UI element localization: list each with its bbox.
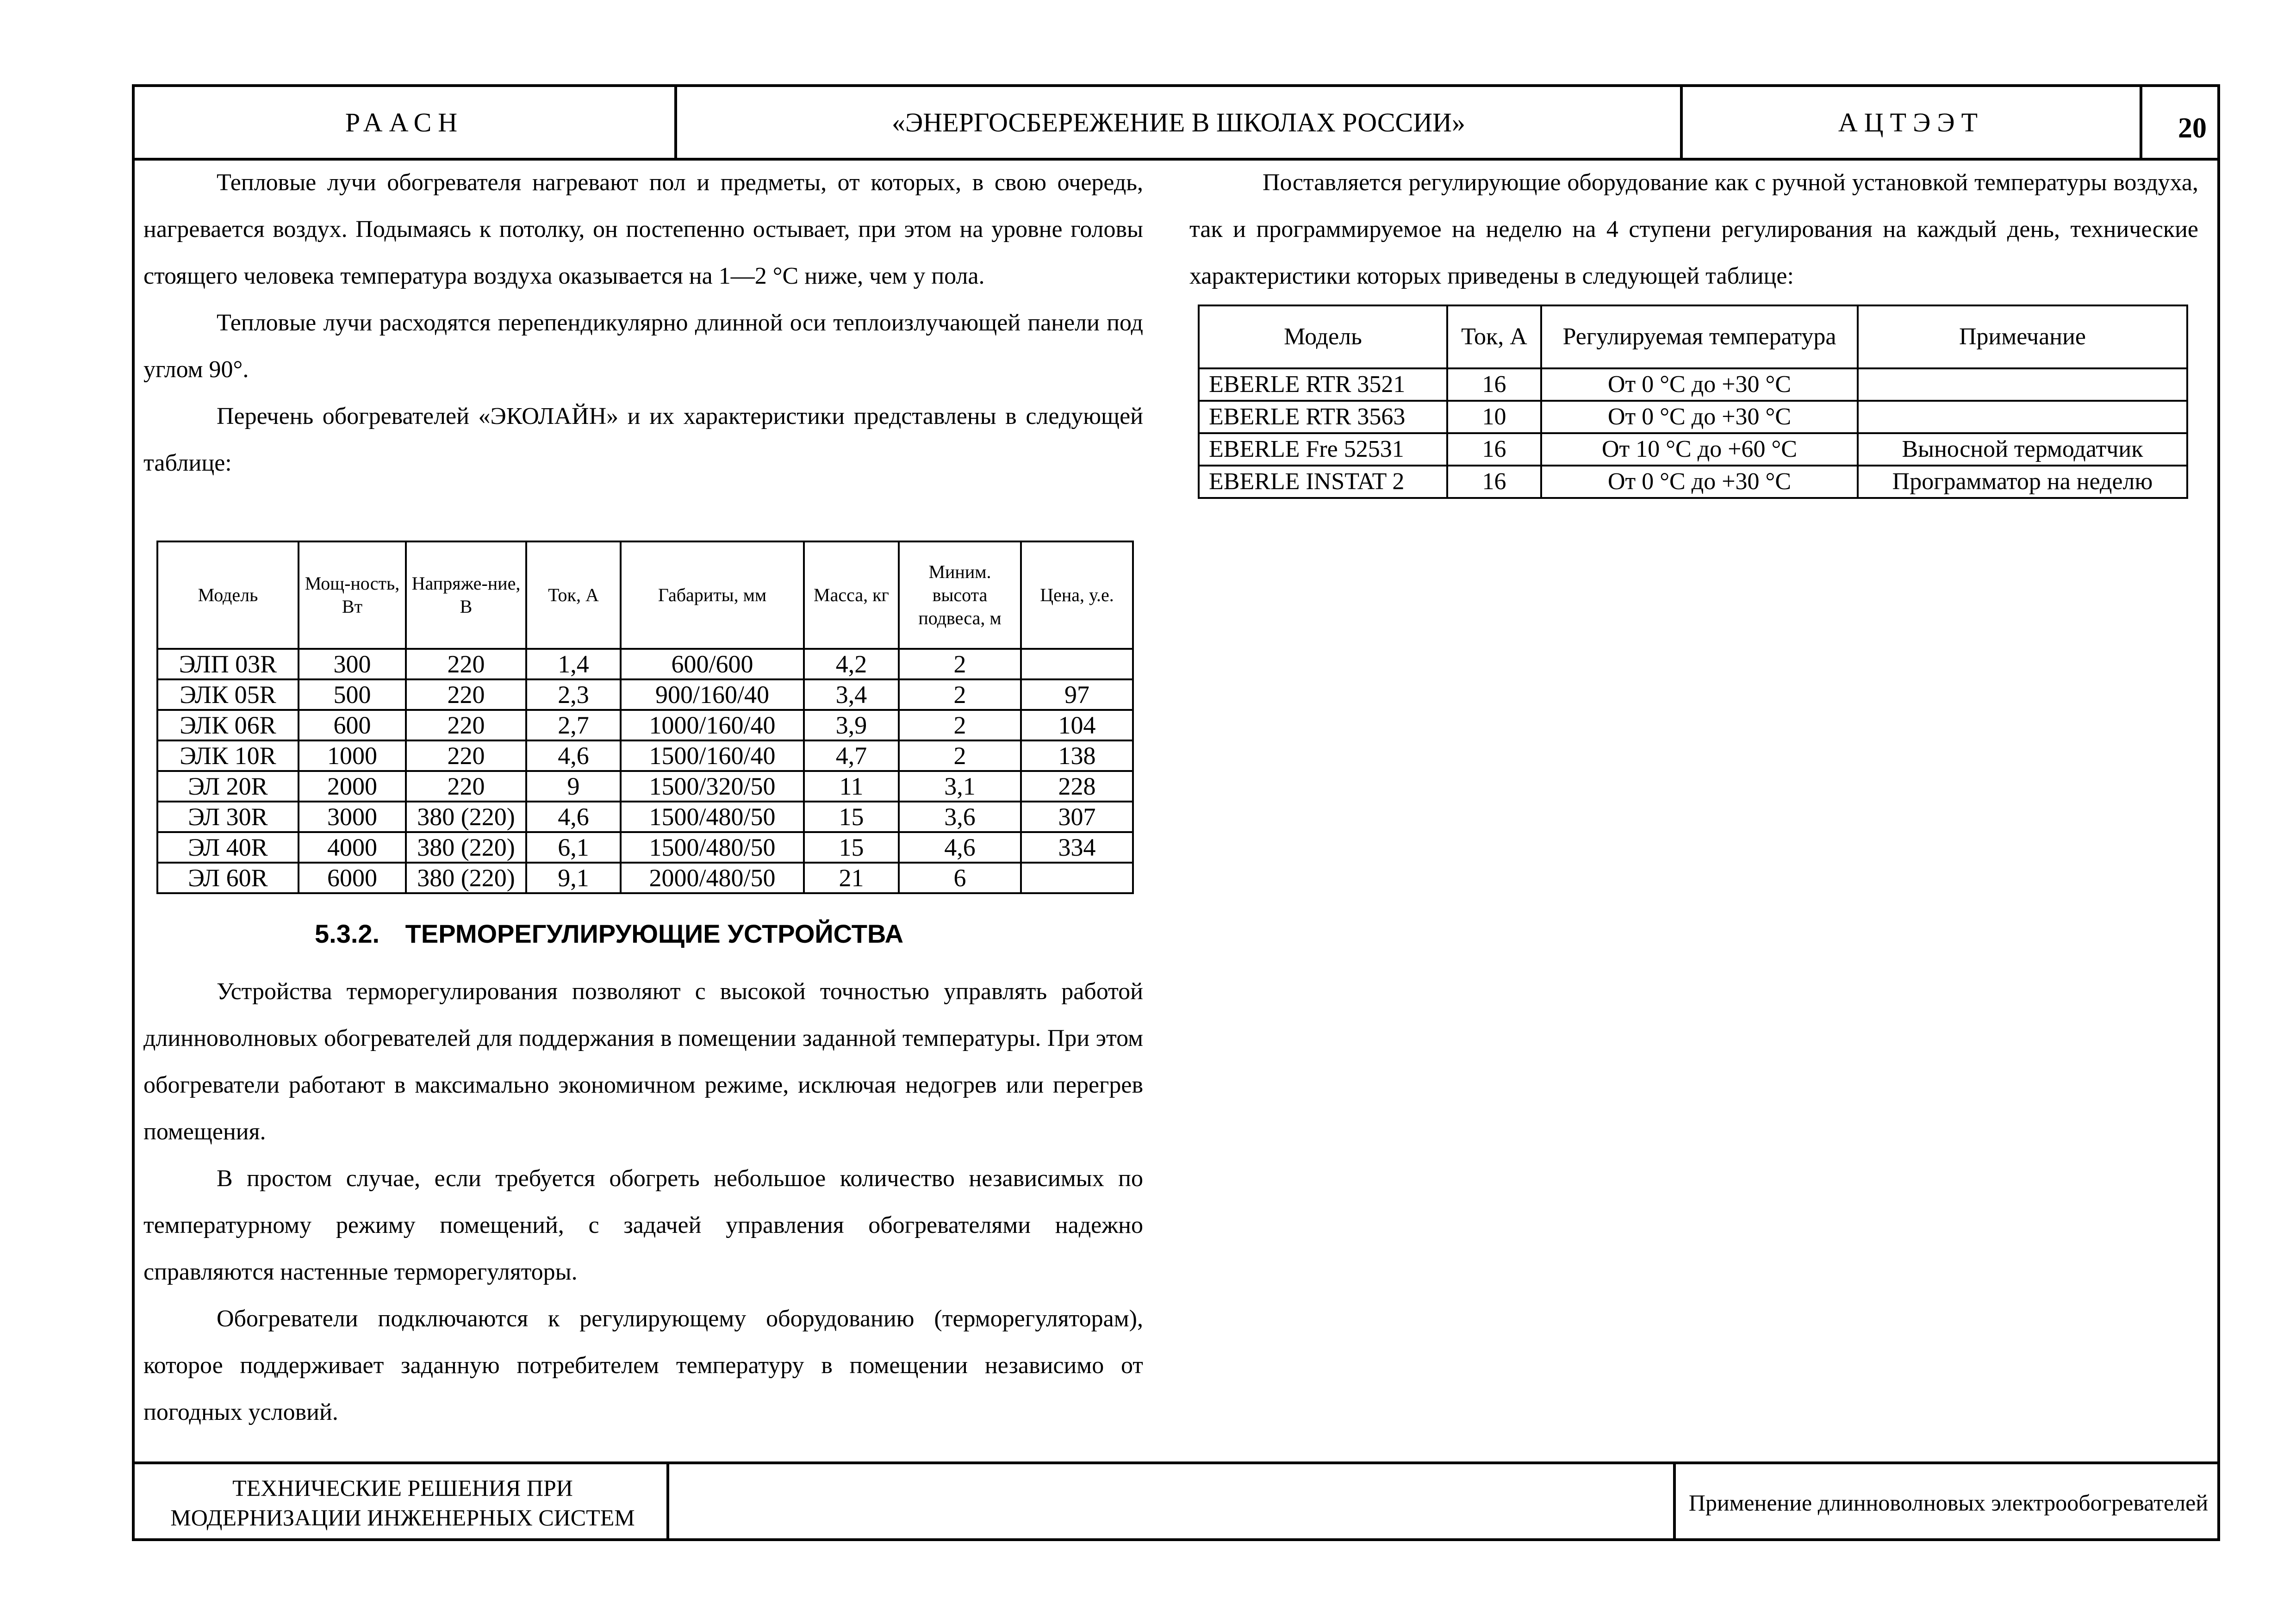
left-intro-text: [143, 159, 1143, 486]
table-cell: 16: [1447, 433, 1541, 466]
table-cell: 1000: [299, 740, 406, 771]
right-intro-text: [1189, 159, 2198, 299]
table-cell: 4000: [299, 832, 406, 863]
heaters-table-body: [157, 649, 1133, 893]
section-title: ТЕРМОРЕГУЛИРУЮЩИЕ УСТРОЙСТВА: [405, 919, 904, 948]
table-cell: ЭЛ 60R: [157, 863, 299, 893]
table-cell: 380 (220): [406, 863, 526, 893]
table-header-row: [1199, 305, 2187, 368]
table-cell: 11: [804, 771, 899, 802]
table-cell: 2: [899, 679, 1021, 710]
table-cell: 9: [526, 771, 621, 802]
table-row: [157, 832, 1133, 863]
col-model: Модель: [157, 541, 299, 649]
table-cell: 3000: [299, 802, 406, 832]
table-cell: 300: [299, 649, 406, 679]
col-min-height: Миним. высота подвеса, м: [899, 541, 1021, 649]
table-cell: EBERLE INSTAT 2: [1199, 466, 1447, 498]
table-cell: 228: [1021, 771, 1133, 802]
table-cell: [1858, 368, 2187, 401]
table-cell: 3,9: [804, 710, 899, 740]
table-cell: 900/160/40: [621, 679, 804, 710]
table-cell: 104: [1021, 710, 1133, 740]
table-cell: 1500/480/50: [621, 832, 804, 863]
table-cell: 1500/480/50: [621, 802, 804, 832]
table-cell: [1021, 649, 1133, 679]
table-row: [1199, 401, 2187, 433]
header-org-right: АЦТЭЭТ: [1838, 107, 1985, 137]
table-cell: ЭЛК 06R: [157, 710, 299, 740]
table-cell: От 0 °С до +30 °С: [1541, 368, 1858, 401]
col-power: Мощ-ность, Вт: [299, 541, 406, 649]
table-cell: 307: [1021, 802, 1133, 832]
footer-right: Применение длинноволновых электрообогревателей: [1688, 1490, 2209, 1516]
table-cell: 220: [406, 710, 526, 740]
table-row: [157, 863, 1133, 893]
table-cell: От 0 °С до +30 °С: [1541, 401, 1858, 433]
table-cell: 220: [406, 649, 526, 679]
table-cell: ЭЛ 40R: [157, 832, 299, 863]
table-cell: 2,7: [526, 710, 621, 740]
table-cell: ЭЛ 30R: [157, 802, 299, 832]
col-price: Цена, у.е.: [1021, 541, 1133, 649]
table-cell: 600: [299, 710, 406, 740]
table-row: [1199, 368, 2187, 401]
table-cell: 220: [406, 771, 526, 802]
table-cell: 15: [804, 802, 899, 832]
paragraph: Обогреватели подключаются к регулирующему оборудованию (терморегуляторам), которое поддерживает заданную потребителем температуру в помещении независимо от погодных условий.: [143, 1306, 1143, 1425]
col-temperature-range: Регулируемая температура: [1541, 305, 1858, 368]
table-cell: 2,3: [526, 679, 621, 710]
table-cell: 380 (220): [406, 802, 526, 832]
header-separator-3: [2140, 84, 2142, 159]
table-cell: Программатор на неделю: [1858, 466, 2187, 498]
table-cell: 2000/480/50: [621, 863, 804, 893]
table-cell: 15: [804, 832, 899, 863]
table-cell: [1858, 401, 2187, 433]
table-row: [157, 740, 1133, 771]
col-mass: Масса, кг: [804, 541, 899, 649]
table-cell: 138: [1021, 740, 1133, 771]
table-cell: ЭЛК 05R: [157, 679, 299, 710]
table-cell: От 10 °С до +60 °С: [1541, 433, 1858, 466]
col-current: Ток, А: [1447, 305, 1541, 368]
table-cell: 4,7: [804, 740, 899, 771]
table-cell: ЭЛ 20R: [157, 771, 299, 802]
table-row: [157, 710, 1133, 740]
table-cell: 6,1: [526, 832, 621, 863]
table-cell: 16: [1447, 368, 1541, 401]
table-cell: 2000: [299, 771, 406, 802]
table-cell: ЭЛП 03R: [157, 649, 299, 679]
header-org-left: РААСН: [345, 107, 464, 137]
table-cell: [1021, 863, 1133, 893]
section-text: [143, 968, 1143, 1436]
footer-left: ТЕХНИЧЕСКИЕ РЕШЕНИЯ ПРИ МОДЕРНИЗАЦИИ ИНЖЕНЕРНЫХ СИСТЕМ: [170, 1475, 635, 1530]
table-cell: 4,6: [526, 802, 621, 832]
paragraph: Поставляется регулирующие оборудование как с ручной установкой температуры воздуха, так и программируемое на неделю на 4 ступени регулирования на каждый день, технические характеристики которых приведены в следующей таблице:: [1189, 169, 2198, 289]
regulators-table-body: [1199, 368, 2187, 498]
paragraph: Тепловые лучи обогревателя нагревают пол и предметы, от которых, в свою очередь, нагревается воздух. Подымаясь к потолку, он постепенно остывает, при этом на уровне головы стоящего человека температура воздуха оказывается на 1—2 °С ниже, чем у пола.: [143, 169, 1143, 289]
table-cell: 16: [1447, 466, 1541, 498]
table-cell: 500: [299, 679, 406, 710]
table-cell: 3,1: [899, 771, 1021, 802]
table-cell: 3,4: [804, 679, 899, 710]
table-row: [157, 679, 1133, 710]
table-cell: 6: [899, 863, 1021, 893]
col-voltage: Напряже-ние, В: [406, 541, 526, 649]
table-cell: 1500/160/40: [621, 740, 804, 771]
table-cell: 2: [899, 710, 1021, 740]
footer-separator-2: [1673, 1461, 1676, 1541]
paragraph: Тепловые лучи расходятся перепендикулярно длинной оси теплоизлучающей панели под углом 90°.: [143, 310, 1143, 383]
table-cell: 97: [1021, 679, 1133, 710]
table-row: [1199, 466, 2187, 498]
section-heading: [315, 919, 903, 949]
table-cell: EBERLE RTR 3521: [1199, 368, 1447, 401]
table-row: [157, 649, 1133, 679]
paragraph: В простом случае, если требуется обогреть небольшое количество независимых по температурному режиму помещений, с задачей управления обогревателями надежно справляются настенные терморегуляторы.: [143, 1165, 1143, 1285]
table-cell: 4,2: [804, 649, 899, 679]
table-cell: 2: [899, 740, 1021, 771]
table-row: [157, 771, 1133, 802]
table-cell: 600/600: [621, 649, 804, 679]
col-current: Ток, А: [526, 541, 621, 649]
table-header-row: [157, 541, 1133, 649]
table-cell: 380 (220): [406, 832, 526, 863]
table-cell: 21: [804, 863, 899, 893]
table-cell: 2: [899, 649, 1021, 679]
table-cell: 1,4: [526, 649, 621, 679]
col-note: Примечание: [1858, 305, 2187, 368]
section-number: 5.3.2.: [315, 919, 380, 948]
table-cell: 10: [1447, 401, 1541, 433]
table-cell: 9,1: [526, 863, 621, 893]
table-cell: 1000/160/40: [621, 710, 804, 740]
table-cell: 1500/320/50: [621, 771, 804, 802]
table-cell: 6000: [299, 863, 406, 893]
table-cell: EBERLE RTR 3563: [1199, 401, 1447, 433]
col-dimensions: Габариты, мм: [621, 541, 804, 649]
table-cell: 334: [1021, 832, 1133, 863]
table-cell: ЭЛК 10R: [157, 740, 299, 771]
footer-center: [669, 1464, 1673, 1541]
table-row: [157, 802, 1133, 832]
header-title: «ЭНЕРГОСБЕРЕЖЕНИЕ В ШКОЛАХ РОССИИ»: [892, 107, 1465, 137]
col-model: Модель: [1199, 305, 1447, 368]
table-cell: 220: [406, 740, 526, 771]
table-cell: EBERLE Fre 52531: [1199, 433, 1447, 466]
table-cell: От 0 °С до +30 °С: [1541, 466, 1858, 498]
table-cell: 4,6: [526, 740, 621, 771]
table-cell: Выносной термодатчик: [1858, 433, 2187, 466]
table-row: [1199, 433, 2187, 466]
paragraph: Устройства терморегулирования позволяют с высокой точностью управлять работой длинноволновых обогревателей для поддержания в помещении заданной температуры. При этом обогреватели работают в максимально экономичном режиме, исключая недогрев или перегрев помещения.: [143, 978, 1143, 1145]
page-number: 20: [2178, 112, 2207, 144]
table-cell: 4,6: [899, 832, 1021, 863]
regulators-table: [1198, 305, 2188, 499]
table-cell: 3,6: [899, 802, 1021, 832]
paragraph: Перечень обогревателей «ЭКОЛАЙН» и их характеристики представлены в следующей таблице:: [143, 403, 1143, 476]
table-cell: 220: [406, 679, 526, 710]
heaters-table: [156, 541, 1134, 894]
